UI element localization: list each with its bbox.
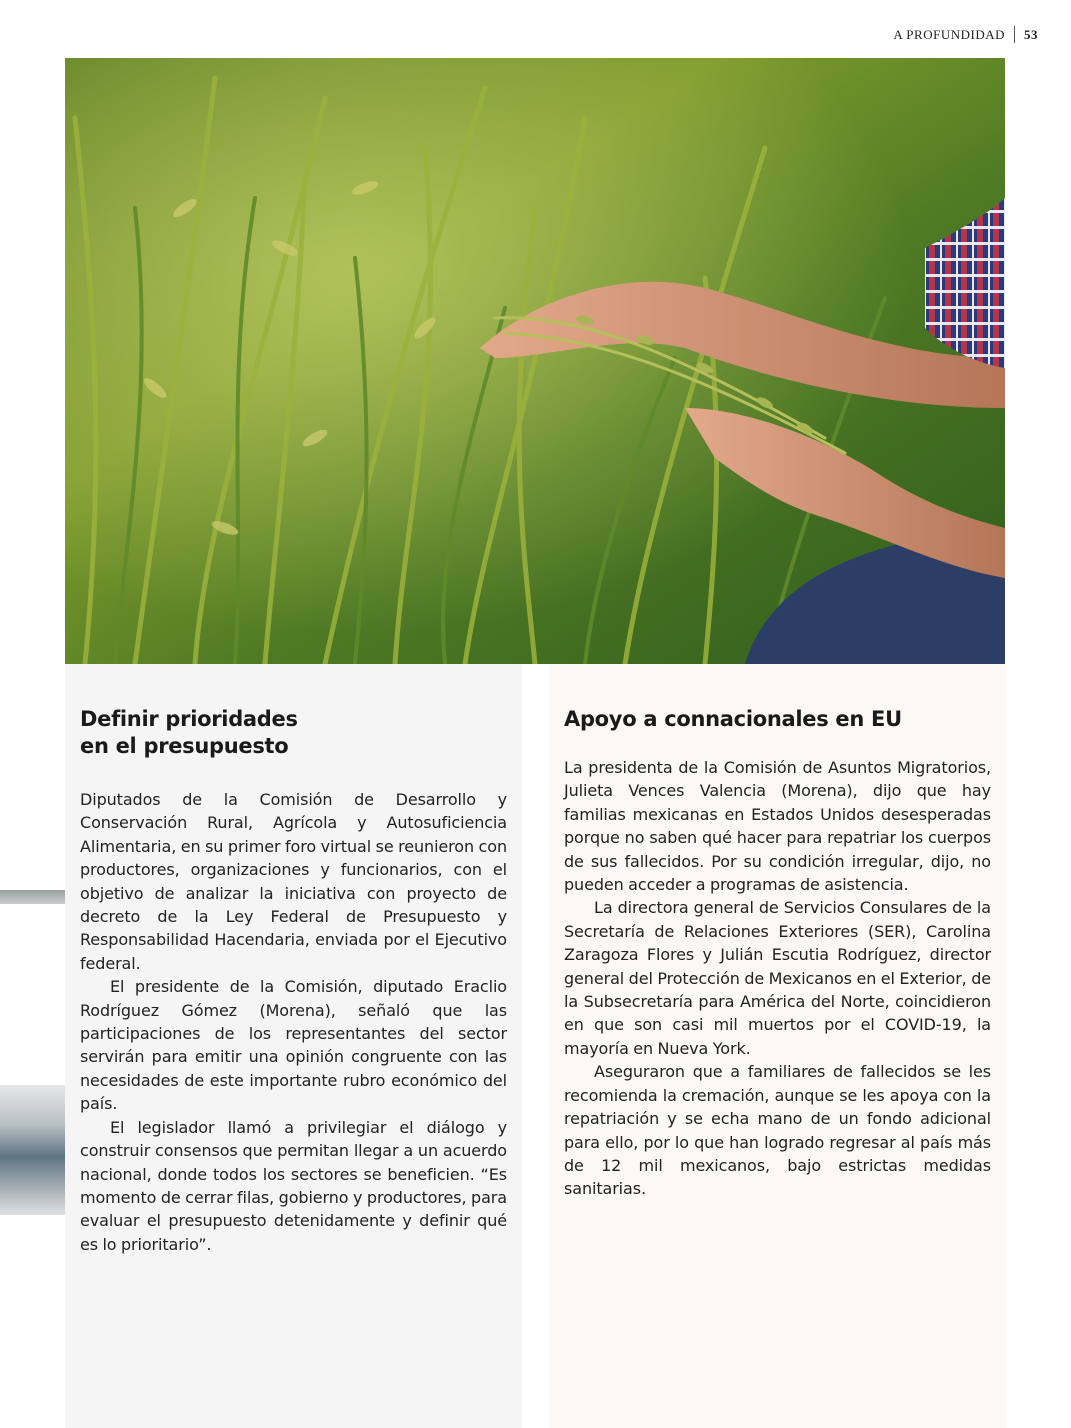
article-paragraph: Aseguraron que a familiares de fallecidos se les recomienda la cremación, aunque se les apoya con la repatriación y se echa mano de un fondo adicional para ello, por lo que han logrado regresar al país más de 12 mil mexicanos, bajo estrictas medidas sanitarias. [564, 1062, 991, 1199]
article-column-budget [65, 664, 522, 1428]
edge-decoration [0, 1085, 65, 1215]
article-heading: Apoyo a connacionales en EU [564, 707, 902, 731]
article-paragraph: Diputados de la Comisión de Desarrollo y Conservación Rural, Agrícola y Autosuficiencia Alimentaria, en su primer foro virtual se reunieron con productores, organizaciones y funcionarios, con el objetivo de analizar la iniciativa con proyecto de decreto de la Ley Federal de Presupuesto y Responsabilidad Hacendaria, enviada por el Ejecutivo federal. [80, 790, 507, 973]
page-number: 53 [1024, 26, 1038, 42]
article-paragraph: El presidente de la Comisión, diputado Eraclio Rodríguez Gómez (Morena), señaló que las participaciones de los representantes del sector servirán para emitir una opinión congruente con las necesidades de este importante rubro económico del país. [80, 977, 507, 1114]
article-heading-line: en el presupuesto [80, 734, 289, 758]
section-title: A PROFUNDIDAD [893, 26, 1005, 42]
running-header [893, 26, 1038, 43]
article-paragraph: La presidenta de la Comisión de Asuntos Migratorios, Julieta Vences Valencia (Morena), dijo que hay familias mexicanas en Estados Unidos desesperadas porque no saben qué hacer para repatriar los cuerpos de sus fallecidos. Por su condición irregular, dijo, no pueden acceder a programas de asistencia. [564, 758, 991, 895]
article-heading [80, 706, 507, 760]
article-column-migrants [549, 664, 1006, 1428]
article-heading-line: Definir prioridades [80, 707, 298, 731]
rice-field-hands-photo [65, 58, 1005, 664]
header-divider [1014, 26, 1015, 43]
article-paragraph: La directora general de Servicios Consulares de la Secretaría de Relaciones Exteriores (SER), Carolina Zaragoza Flores y Julián Escutia Rodríguez, director general del Protección de Mexicanos en el Exterior, de la Subsecretaría para América del Norte, coincidieron en que son casi mil muertos por el COVID-19, la mayoría en Nueva York. [564, 898, 991, 1058]
edge-decoration [0, 890, 65, 904]
article-paragraph: El legislador llamó a privilegiar el diálogo y construir consensos que permitan llegar a un acuerdo nacional, donde todos los sectores se beneficien. “Es momento de cerrar filas, gobierno y productores, para evaluar el presupuesto detenidamente y definir qué es lo prioritario”. [80, 1117, 507, 1254]
